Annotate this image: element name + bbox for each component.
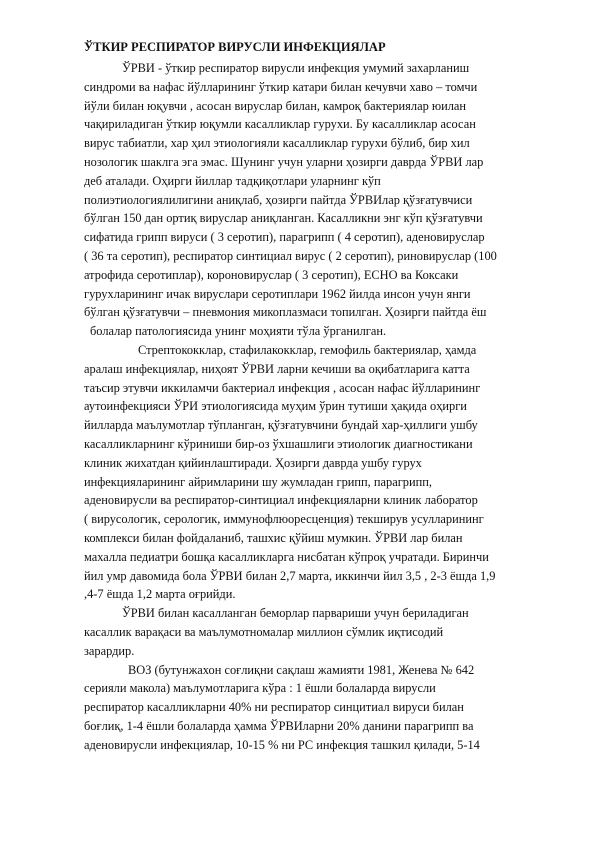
text-line: вирус табиатли, хар ҳил этиологияли касалликлар гурухи бўлиб, бир хил <box>84 136 470 151</box>
text-line: бўлган 150 дан ортиқ вируслар аниқланган. Касалликни энг кўп қўзғатувчи <box>84 211 483 226</box>
text-line: ЎРВИ билан касалланган беморлар парвариши учун бериладиган <box>122 606 469 621</box>
document-page <box>84 40 524 754</box>
text-line: таъсир этувчи иккиламчи бактериал инфекция , асосан нафас йўлларининг <box>84 380 481 395</box>
text-line: ( вирусологик, серологик, иммунофлюоресценция) текширув усулларининг <box>84 512 484 527</box>
text-line: касалликларнинг кўриниши бир-оз ўхшашлиги этиологик диагностикани <box>84 436 473 451</box>
text-line: ,4-7 ёшда 1,2 марта оғрийди. <box>84 587 236 602</box>
text-line: клиник жихатдан қийинлаштиради. Ҳозирги даврда ушбу гурух <box>84 455 422 470</box>
text-line: йўли билан юқувчи , асосан вируслар билан, камроқ бактериялар юилан <box>84 98 467 113</box>
text-line: гурухларининг ичак вируслари серотиплари 1962 йилда инсон учун янги <box>84 286 471 301</box>
text-line: ( 36 та серотип), респиратор синтициал вирус ( 2 серотип), риновируслар (100 <box>84 248 497 263</box>
text-line: бўлган қўзғатувчи – пневмония микоплазмаси топилган. Ҳозирги пайтда ёш <box>84 305 487 320</box>
text-line: атрофида серотиплар), короновируслар ( 3 серотип), ЕСНО ва Коксаки <box>84 267 459 282</box>
text-line: аралаш инфекциялар, ниҳоят ЎРВИ ларни кечиши ва оқибатларига катта <box>84 361 470 376</box>
text-line: болалар патологиясида унинг моҳияти тўла ўрганилган. <box>90 324 387 339</box>
text-line: серияли макола) маълумотларига кўра : 1 ёшли болаларда вирусли <box>84 681 436 696</box>
text-line: респиратор касалликларни 40% ни респиратор синцитиал вируси билан <box>84 700 464 715</box>
text-line: сифатида грипп вируси ( 3 серотип), парагрипп ( 4 серотип), аденовируслар <box>84 230 485 245</box>
text-line: нозологик шаклга эга эмас. Шунинг учун уларни ҳозирги даврда ЎРВИ лар <box>84 154 484 169</box>
text-line: деб аталади. Оҳирги йиллар тадқиқотлари уларнинг кўп <box>84 173 381 188</box>
text-line: комплекси билан фойдаланиб, ташхис қўйиш мумкин. ЎРВИ лар билан <box>84 530 463 545</box>
text-line: ЎРВИ - ўткир респиратор вирусли инфекция умумий захарланиш <box>122 61 470 75</box>
text-line: боғлиқ, 1-4 ёшли болаларда ҳамма ЎРВИларни 20% данини парагрипп ва <box>84 718 474 733</box>
text-line: полиэтиологиялилигини аниқлаб, ҳозирги пайтда ЎРВИлар қўзғатувчиси <box>84 192 473 207</box>
text-line: аденовирусли ва респиратор-синтициал инфекцияларни клиник лаборатор <box>84 493 478 508</box>
text-line: касаллик варақаси ва маълумотномалар миллион сўмлик иқтисодий <box>84 624 444 639</box>
text-line: йил умр давомида бола ЎРВИ билан 2,7 марта, иккинчи йил 3,5 , 2-3 ёшда 1,9 <box>84 568 496 583</box>
document-title: ЎТКИР РЕСПИРАТОР ВИРУСЛИ ИНФЕКЦИЯЛАР <box>84 40 386 54</box>
text-line: чақириладиган ўткир юқумли касалликлар гурухи. Бу касалликлар асосан <box>84 117 476 132</box>
text-line: йилларда маълумотлар тўпланган, қўзғатувчини бундай хар-ҳиллиги ушбу <box>84 418 478 433</box>
text-line: синдроми ва нафас йўлларининг ўткир катари билан кечувчи хаво – томчи <box>84 79 478 94</box>
text-line: аутоинфекцияси ЎРИ этиологиясида муҳим ўрин тутиши ҳақида оҳирги <box>84 399 467 414</box>
text-line: ВОЗ (бутунжахон соғлиқни сақлаш жамияти 1981, Женева № 642 <box>128 662 475 677</box>
text-line: зарардир. <box>84 643 135 658</box>
text-line: инфекцияларининг айримларини шу жумладан грипп, парагрипп, <box>84 474 432 489</box>
text-line: махалла педиатри бошқа касалликларга нисбатан кўпроқ учратади. Биринчи <box>84 549 489 564</box>
text-line: аденовирусли инфекциялар, 10-15 % ни РС инфекция ташкил қилади, 5-14 <box>84 737 480 752</box>
text-line: Стрептококклар, стафилакокклар, гемофиль бактериялар, ҳамда <box>138 342 477 357</box>
